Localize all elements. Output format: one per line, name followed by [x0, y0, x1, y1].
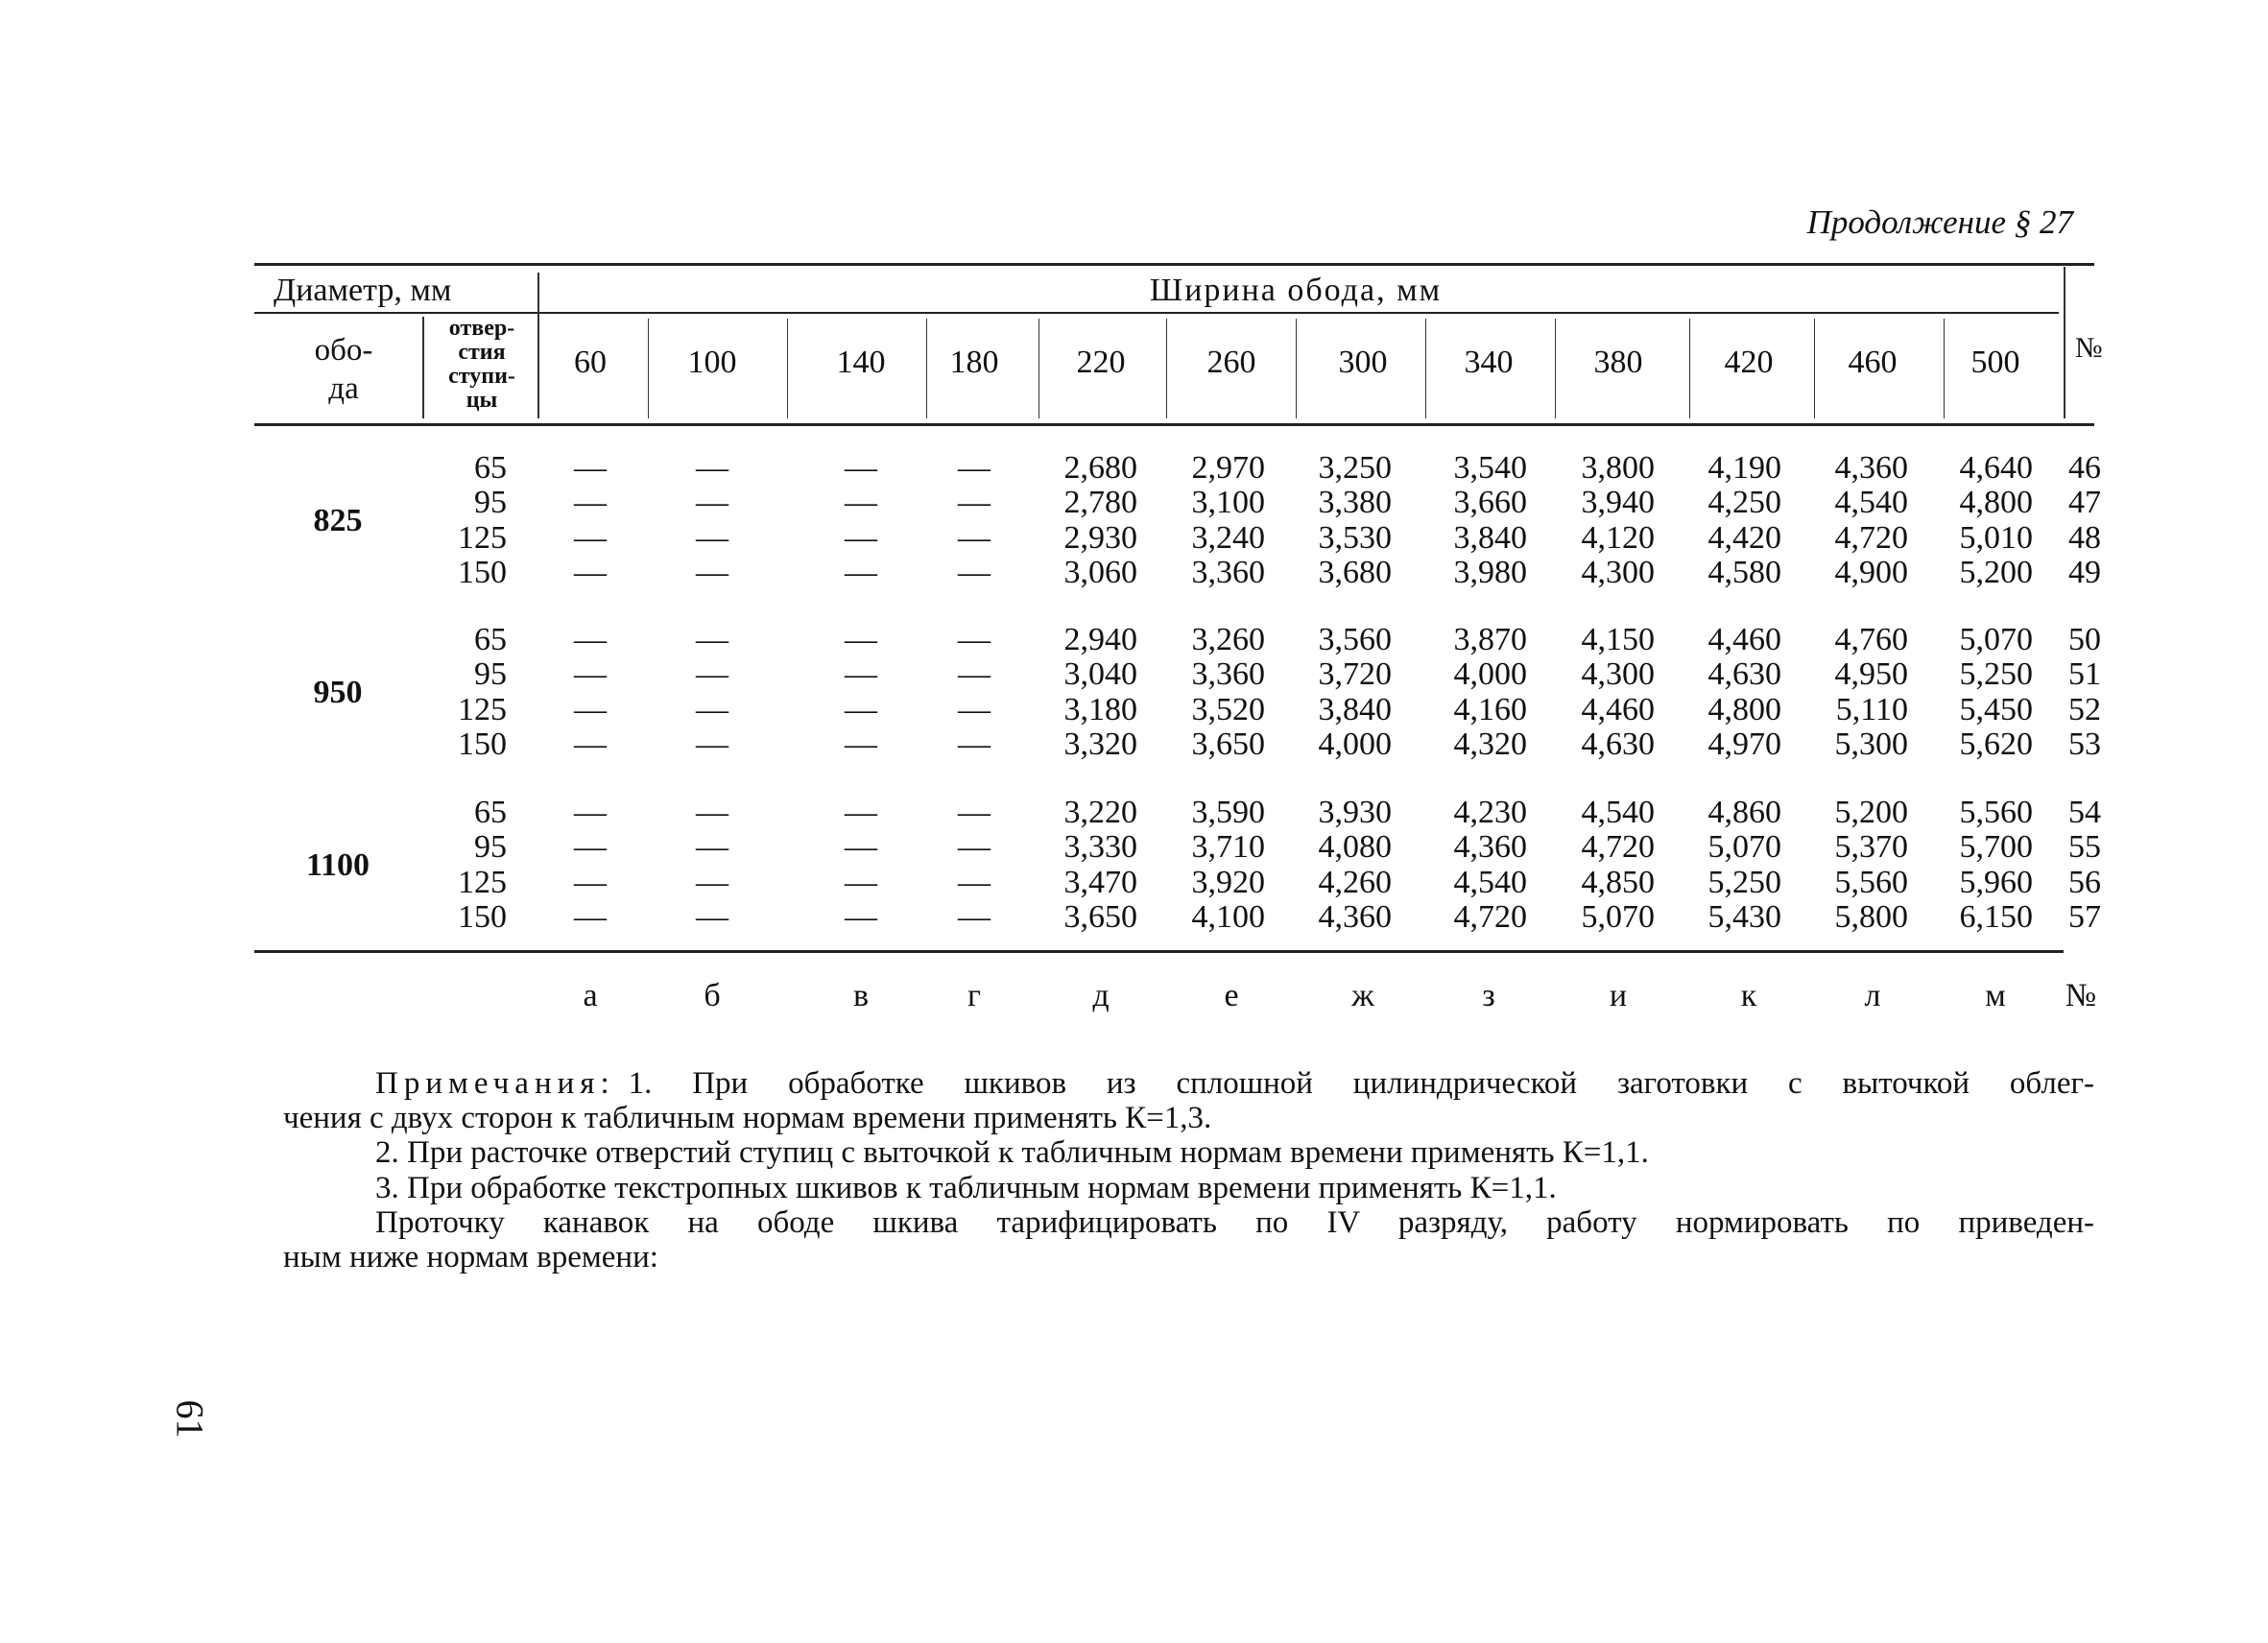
table-cell: 5,960 [1959, 864, 2033, 900]
row-number: 53 [2068, 726, 2101, 762]
table-cell: — [696, 622, 728, 657]
table-cell: 4,360 [1453, 829, 1527, 866]
table-top-rule [254, 263, 2094, 266]
table-cell: 3,650 [1191, 726, 1265, 762]
hub-bore: 150 [458, 554, 507, 590]
table-cell: 4,720 [1834, 519, 1908, 556]
table-cell: — [845, 829, 877, 866]
row-number: 49 [2068, 554, 2101, 590]
table-cell: 3,840 [1318, 691, 1392, 727]
table-cell: 3,920 [1191, 864, 1265, 900]
table-cell: — [696, 450, 728, 486]
table-cell: 3,530 [1318, 519, 1392, 556]
table-cell: 2,970 [1191, 450, 1265, 486]
table-cell: — [845, 622, 877, 657]
table-cell: — [845, 554, 877, 590]
width-header: 460 [1848, 345, 1898, 380]
table-cell: 3,540 [1453, 450, 1527, 486]
table-cell: 5,560 [1834, 864, 1908, 900]
table-cell: — [574, 622, 607, 657]
table-cell: 4,900 [1834, 554, 1908, 590]
divider [1555, 319, 1556, 418]
header-diameter: Диаметр, мм [274, 273, 452, 308]
table-cell: — [845, 656, 877, 693]
column-letter: з [1482, 978, 1495, 1013]
table-cell: 4,300 [1581, 554, 1655, 590]
table-cell: 4,800 [1959, 485, 2033, 521]
table-cell: — [958, 656, 991, 693]
hub-bore: 125 [458, 519, 507, 556]
table-cell: 4,420 [1707, 519, 1781, 556]
table-cell: 6,150 [1959, 898, 2033, 935]
column-letter: м [1985, 978, 2006, 1013]
table-cell: — [958, 485, 991, 521]
table-cell: 2,930 [1063, 519, 1137, 556]
column-letter: и [1609, 978, 1628, 1013]
divider [2064, 267, 2065, 418]
table-cell: — [845, 519, 877, 556]
table-cell: — [574, 898, 607, 935]
table-cell: — [574, 726, 607, 762]
row-number: 55 [2068, 829, 2101, 866]
table-cell: 5,430 [1707, 898, 1781, 935]
table-cell: 4,630 [1707, 656, 1781, 693]
table-cell: 3,840 [1453, 519, 1527, 556]
table-cell: — [958, 691, 991, 727]
row-number: 52 [2068, 691, 2101, 727]
column-letter: в [852, 978, 870, 1013]
table-cell: 3,650 [1063, 898, 1137, 935]
table-cell: 5,070 [1581, 898, 1655, 935]
table-cell: 4,160 [1453, 691, 1527, 727]
table-cell: 3,220 [1063, 795, 1137, 830]
row-number: 47 [2068, 485, 2101, 521]
table-cell: 4,970 [1707, 726, 1781, 762]
divider [1296, 319, 1297, 418]
table-cell: 5,200 [1959, 554, 2033, 590]
table-cell: 5,200 [1834, 795, 1908, 830]
table-cell: 5,250 [1959, 656, 2033, 693]
table-cell: 4,360 [1834, 450, 1908, 486]
table-cell: — [574, 485, 607, 521]
table-cell: 4,950 [1834, 656, 1908, 693]
rim-diameter: 950 [313, 675, 363, 710]
table-cell: — [958, 554, 991, 590]
table-cell: 4,720 [1453, 898, 1527, 935]
table-cell: 5,070 [1959, 622, 2033, 657]
note-line: Проточку канавок на ободе шкива тарифицировать по IV разряду, работу нормировать по приведен- [375, 1205, 2094, 1240]
column-letter: д [1092, 978, 1110, 1013]
table-cell: 3,710 [1191, 829, 1265, 866]
width-header: 380 [1593, 345, 1643, 380]
table-cell: 5,800 [1834, 898, 1908, 935]
hub-bore: 65 [474, 795, 507, 830]
table-cell: 4,540 [1453, 864, 1527, 900]
table-cell: — [958, 450, 991, 486]
page-number: 61 [168, 1399, 212, 1439]
table-cell: 4,460 [1581, 691, 1655, 727]
column-letter-number: № [2065, 978, 2097, 1013]
width-header: 340 [1464, 345, 1514, 380]
table-cell: 3,040 [1063, 656, 1137, 693]
column-letter: л [1864, 978, 1881, 1013]
table-cell: — [958, 829, 991, 866]
divider [1944, 319, 1945, 418]
hub-bore: 125 [458, 864, 507, 900]
table-cell: 4,320 [1453, 726, 1527, 762]
table-cell: 4,460 [1707, 622, 1781, 657]
table-cell: 5,370 [1834, 829, 1908, 866]
table-cell: 5,070 [1707, 829, 1781, 866]
table-cell: — [696, 795, 728, 830]
width-header: 260 [1206, 345, 1256, 380]
table-cell: 4,190 [1707, 450, 1781, 486]
table-cell: — [696, 485, 728, 521]
table-cell: — [574, 656, 607, 693]
table-cell: — [958, 622, 991, 657]
header-hub-bore: отвер- стия ступи- цы [448, 316, 515, 413]
table-cell: 4,630 [1581, 726, 1655, 762]
width-header: 100 [687, 345, 737, 380]
table-cell: — [696, 554, 728, 590]
table-cell: — [574, 691, 607, 727]
note-line: 2. При расточке отверстий ступиц с выточкой к табличным нормам времени применять К=1,1. [375, 1135, 1649, 1170]
continuation-label: Продолжение § 27 [1806, 203, 2073, 241]
table-cell: 5,300 [1834, 726, 1908, 762]
width-header: 180 [949, 345, 999, 380]
table-cell: 3,360 [1191, 656, 1265, 693]
table-cell: 3,470 [1063, 864, 1137, 900]
table-cell: 3,870 [1453, 622, 1527, 657]
table-cell: 3,240 [1191, 519, 1265, 556]
header-rim: обо- да [314, 333, 373, 406]
divider [1689, 319, 1690, 418]
table-cell: — [958, 898, 991, 935]
width-header: 500 [1970, 345, 2020, 380]
table-cell: 3,800 [1581, 450, 1655, 486]
table-cell: — [696, 691, 728, 727]
hub-bore: 65 [474, 450, 507, 486]
table-cell: 4,080 [1318, 829, 1392, 866]
width-header: 220 [1076, 345, 1126, 380]
table-cell: — [845, 726, 877, 762]
table-cell: — [574, 519, 607, 556]
table-cell: 4,720 [1581, 829, 1655, 866]
table-cell: 3,330 [1063, 829, 1137, 866]
table-cell: 2,680 [1063, 450, 1137, 486]
table-cell: — [696, 898, 728, 935]
column-letter: б [704, 978, 721, 1013]
table-cell: — [696, 829, 728, 866]
row-number: 57 [2068, 898, 2101, 935]
divider [648, 319, 649, 418]
table-cell: — [696, 519, 728, 556]
table-cell: 3,940 [1581, 485, 1655, 521]
divider [926, 319, 927, 418]
table-bottom-rule [254, 950, 2064, 953]
column-letter: г [967, 978, 981, 1013]
table-cell: 5,110 [1835, 691, 1908, 727]
table-cell: 3,660 [1453, 485, 1527, 521]
table-cell: — [958, 726, 991, 762]
table-cell: — [845, 485, 877, 521]
table-cell: 3,520 [1191, 691, 1265, 727]
row-number: 51 [2068, 656, 2101, 693]
rim-diameter: 825 [313, 503, 363, 538]
table-cell: 2,780 [1063, 485, 1137, 521]
table-cell: 4,260 [1318, 864, 1392, 900]
table-cell: — [958, 795, 991, 830]
hub-bore: 150 [458, 898, 507, 935]
table-cell: 4,150 [1581, 622, 1655, 657]
table-cell: 4,540 [1581, 795, 1655, 830]
divider [1166, 319, 1167, 418]
table-cell: — [958, 519, 991, 556]
table-cell: — [845, 795, 877, 830]
header-width: Ширина обода, мм [1149, 273, 1443, 308]
row-number: 48 [2068, 519, 2101, 556]
table-cell: — [574, 864, 607, 900]
table-cell: 3,360 [1191, 554, 1265, 590]
table-cell: 4,120 [1581, 519, 1655, 556]
table-cell: 4,300 [1581, 656, 1655, 693]
table-cell: 4,540 [1834, 485, 1908, 521]
notes-label: Примечания: [375, 1066, 615, 1101]
table-cell: 4,580 [1707, 554, 1781, 590]
table-cell: — [845, 450, 877, 486]
header-bottom-rule [254, 423, 2094, 426]
table-cell: — [845, 898, 877, 935]
hub-bore: 95 [474, 485, 507, 521]
table-cell: 4,800 [1707, 691, 1781, 727]
row-number: 54 [2068, 795, 2101, 830]
hub-bore: 65 [474, 622, 507, 657]
table-cell: 3,980 [1453, 554, 1527, 590]
table-cell: 3,060 [1063, 554, 1137, 590]
width-header: 140 [836, 345, 886, 380]
table-cell: 3,590 [1191, 795, 1265, 830]
divider [1425, 319, 1426, 418]
width-header: 60 [574, 345, 607, 380]
table-cell: 4,100 [1191, 898, 1265, 935]
table-cell: 3,380 [1318, 485, 1392, 521]
table-cell: — [696, 726, 728, 762]
table-cell: — [574, 795, 607, 830]
table-cell: 3,930 [1318, 795, 1392, 830]
divider [422, 317, 424, 418]
table-cell: 5,010 [1959, 519, 2033, 556]
note-line: 3. При обработке текстропных шкивов к табличным нормам времени применять К=1,1. [375, 1171, 1557, 1205]
header-number: № [2075, 332, 2103, 364]
table-cell: — [958, 864, 991, 900]
table-cell: 4,640 [1959, 450, 2033, 486]
hub-bore: 95 [474, 656, 507, 693]
row-number: 46 [2068, 450, 2101, 486]
table-cell: 3,680 [1318, 554, 1392, 590]
table-cell: — [574, 450, 607, 486]
table-cell: 4,000 [1453, 656, 1527, 693]
table-cell: 5,250 [1707, 864, 1781, 900]
width-header: 420 [1724, 345, 1774, 380]
table-cell: 3,560 [1318, 622, 1392, 657]
table-cell: 5,450 [1959, 691, 2033, 727]
table-cell: 5,560 [1959, 795, 2033, 830]
table-cell: 3,260 [1191, 622, 1265, 657]
table-cell: 4,360 [1318, 898, 1392, 935]
note-line: чения с двух сторон к табличным нормам времени применять К=1,3. [283, 1101, 1212, 1135]
hub-bore: 95 [474, 829, 507, 866]
table-cell: 3,180 [1063, 691, 1137, 727]
table-cell: — [845, 864, 877, 900]
note-line: 1. При обработке шкивов из сплошной цилиндрической заготовки с выточкой облег- [628, 1066, 2094, 1101]
table-cell: — [574, 554, 607, 590]
table-cell: 4,760 [1834, 622, 1908, 657]
column-letter: к [1740, 978, 1757, 1013]
header-sub-rule [254, 312, 2059, 314]
table-cell: 4,230 [1453, 795, 1527, 830]
table-cell: 3,100 [1191, 485, 1265, 521]
row-number: 50 [2068, 622, 2101, 657]
divider [787, 319, 788, 418]
table-cell: — [574, 829, 607, 866]
table-cell: 4,250 [1707, 485, 1781, 521]
table-cell: — [696, 656, 728, 693]
table-cell: — [845, 691, 877, 727]
row-number: 56 [2068, 864, 2101, 900]
hub-bore: 125 [458, 691, 507, 727]
table-cell: 2,940 [1063, 622, 1137, 657]
table-cell: 4,000 [1318, 726, 1392, 762]
divider [1814, 319, 1815, 418]
hub-bore: 150 [458, 726, 507, 762]
table-cell: 4,850 [1581, 864, 1655, 900]
rim-diameter: 1100 [305, 847, 370, 883]
table-cell: — [696, 864, 728, 900]
column-letter: ж [1351, 978, 1374, 1013]
divider [537, 273, 539, 418]
table-cell: 5,700 [1959, 829, 2033, 866]
width-header: 300 [1338, 345, 1388, 380]
note-line: ным ниже нормам времени: [283, 1240, 658, 1274]
table-cell: 3,250 [1318, 450, 1392, 486]
table-cell: 5,620 [1959, 726, 2033, 762]
table-cell: 4,860 [1707, 795, 1781, 830]
column-letter: е [1224, 978, 1239, 1013]
table-cell: 3,720 [1318, 656, 1392, 693]
table-cell: 3,320 [1063, 726, 1137, 762]
column-letter: а [583, 978, 598, 1013]
